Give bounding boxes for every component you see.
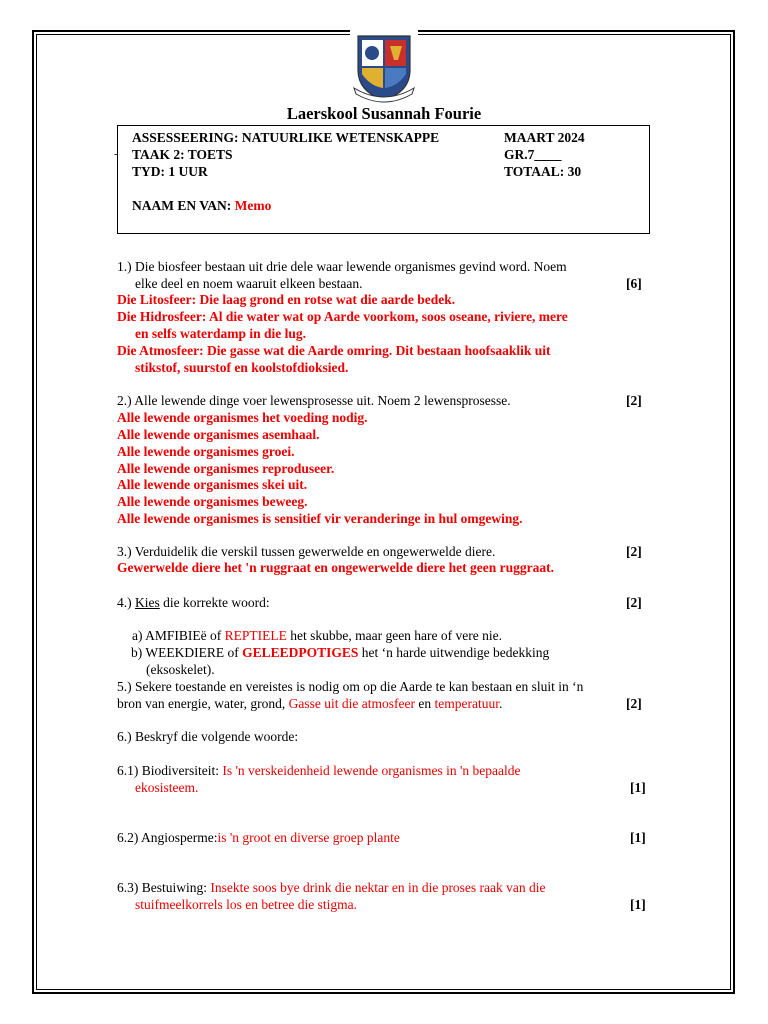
q1-text-line2: elke deel en noem waaruit elkeen bestaan. xyxy=(135,276,363,291)
q6-1: 6.1) Biodiversiteit: Is 'n verskeidenheid lewende organismes in 'n bepaalde xyxy=(117,763,521,778)
q3-text: 3.) Verduidelik die verskil tussen gewerwelde en ongewerwelde diere. xyxy=(117,544,496,559)
q3-answer: Gewerwelde diere het 'n ruggraat en ongewerwelde diere het geen ruggraat. xyxy=(117,560,555,575)
q5-mark: [2] xyxy=(626,696,642,711)
q2-answer: Alle lewende organismes beweeg. xyxy=(117,494,308,509)
q4a-answer: REPTIELE xyxy=(224,628,287,643)
assessment-header-box xyxy=(117,125,650,234)
q4a: a) AMFIBIEë of REPTIELE het skubbe, maar geen hare of vere nie. xyxy=(132,628,503,643)
q6-1-answer-1: Is 'n verskeidenheid lewende organismes in 'n bepaalde xyxy=(222,763,521,778)
q1-mark: [6] xyxy=(626,276,642,291)
q6-3: 6.3) Bestuiwing: Insekte soos bye drink die nektar en in die proses raak van die xyxy=(117,880,546,895)
time-label: TYD: 1 UUR xyxy=(132,164,208,179)
q6-1-mark: [1] xyxy=(630,780,646,795)
margin-mark: - xyxy=(114,148,118,160)
q1-answer-3a: Die Atmosfeer: Die gasse wat die Aarde omring. Dit bestaan hoofsaaklik uit xyxy=(117,343,551,358)
q5-text-line1: 5.) Sekere toestande en vereistes is nodig om op die Aarde te kan bestaan en sluit in ‘n xyxy=(117,679,584,694)
q2-text: 2.) Alle lewende dinge voer lewensprosesse uit. Noem 2 lewensprosesse. xyxy=(117,393,511,408)
q6-3-mark: [1] xyxy=(630,897,646,912)
q1-answer-2b: en selfs waterdamp in die lug. xyxy=(135,326,307,341)
total-label: TOTAAL: 30 xyxy=(504,164,582,179)
school-name: Laerskool Susannah Fourie xyxy=(286,104,482,123)
q4-kies: Kies xyxy=(135,595,160,610)
q2-answer: Alle lewende organismes reproduseer. xyxy=(117,461,335,476)
q2-answer: Alle lewende organismes is sensitief vir veranderinge in hul omgewing. xyxy=(117,511,523,526)
q3-mark: [2] xyxy=(626,544,642,559)
q6-2-mark: [1] xyxy=(630,830,646,845)
q2-answer: Alle lewende organismes asemhaal. xyxy=(117,427,320,442)
q1-text-line1: 1.) Die biosfeer bestaan uit drie dele waar lewende organismes gevind word. Noem xyxy=(117,259,567,274)
q2-mark: [2] xyxy=(626,393,642,408)
task-label: TAAK 2: TOETS xyxy=(132,147,233,162)
assessment-date: MAART 2024 xyxy=(504,130,585,145)
q6-text: 6.) Beskryf die volgende woorde: xyxy=(117,729,299,744)
school-crest-icon xyxy=(350,30,418,106)
assessment-title: ASSESSEERING: NATUURLIKE WETENSKAPPE xyxy=(132,130,440,145)
name-label: NAAM EN VAN: xyxy=(132,198,232,213)
q6-2: 6.2) Angiosperme:is 'n groot en diverse groep plante xyxy=(117,830,400,845)
q2-answer: Alle lewende organismes het voeding nodig. xyxy=(117,410,368,425)
q6-3-answer-1: Insekte soos bye drink die nektar en in die proses raak van die xyxy=(210,880,546,895)
q5-answer-1: Gasse uit die atmosfeer xyxy=(288,696,415,711)
grade-label: GR.7____ xyxy=(504,147,562,162)
q4b-answer: GELEEDPOTIGES xyxy=(242,645,359,660)
q4-mark: [2] xyxy=(626,595,642,610)
q4-text: 4.) Kies die korrekte woord: xyxy=(117,595,270,610)
q2-answer: Alle lewende organismes skei uit. xyxy=(117,477,308,492)
q6-3-answer-2: stuifmeelkorrels los en betree die stigma. xyxy=(135,897,357,912)
q5-text-line2: bron van energie, water, grond, Gasse uit die atmosfeer en temperatuur. xyxy=(117,696,503,711)
q6-1-answer-2: ekosisteem. xyxy=(135,780,199,795)
q6-2-answer: is 'n groot en diverse groep plante xyxy=(217,830,400,845)
q4b-line2: (eksoskelet). xyxy=(146,662,215,677)
q2-answer: Alle lewende organismes groei. xyxy=(117,444,295,459)
q4b: b) WEEKDIERE of GELEEDPOTIGES het ‘n harde uitwendige bedekking xyxy=(131,645,550,660)
q1-answer-2a: Die Hidrosfeer: Al die water wat op Aarde voorkom, soos oseane, riviere, mere xyxy=(117,309,568,324)
name-value: Memo xyxy=(234,198,272,213)
q5-answer-2: temperatuur xyxy=(434,696,499,711)
q1-answer-1: Die Litosfeer: Die laag grond en rotse wat die aarde bedek. xyxy=(117,292,456,307)
q1-answer-3b: stikstof, suurstof en koolstofdioksied. xyxy=(135,360,349,375)
